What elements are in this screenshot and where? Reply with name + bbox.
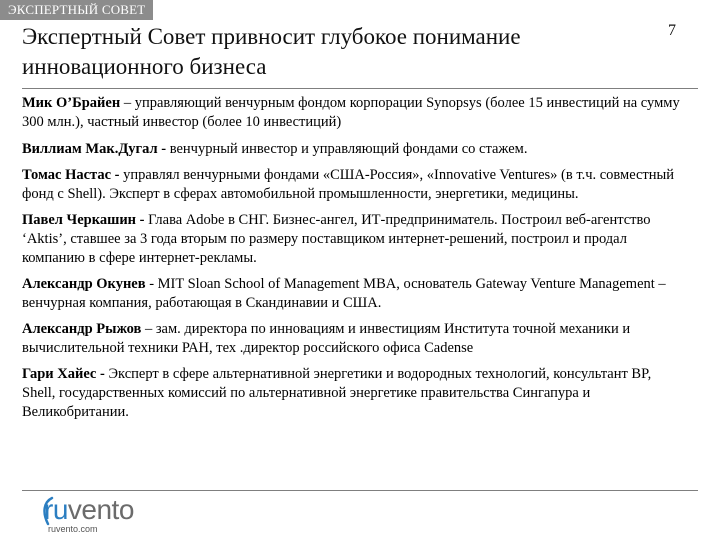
page-number: 7: [668, 22, 676, 39]
expert-entry: [22, 140, 682, 159]
expert-description: – зам. директора по инновациям и инвестициям Института точной механики и вычислительной техники РАН, тех .директор российского офиса Cadense: [22, 321, 631, 356]
expert-name: Александр Рыжов: [22, 321, 142, 337]
expert-entry: [22, 320, 682, 358]
logo-prefix: ru: [44, 494, 68, 525]
expert-entry: [22, 275, 682, 313]
expert-name: Александр Окунев: [22, 276, 146, 292]
bottom-divider: [22, 490, 698, 491]
expert-description: управлял венчурными фондами «США-Россия», «Innovative Ventures» (в т.ч. совместный фонд с Shell). Эксперт в сферах автомобильной промышленности, энергетики, медицины.: [22, 167, 675, 202]
ruvento-logo: [40, 494, 150, 538]
expert-name: Павел Черкашин -: [22, 212, 145, 228]
expert-description: Эксперт в сфере альтернативной энергетики и водородных технологий, консультант BP, Shell, государственных комиссий по альтернативной энергетике правительства Сингапура и Великобритании.: [22, 366, 652, 420]
expert-name: Гари Хайес -: [22, 366, 105, 382]
expert-entry: [22, 365, 682, 422]
expert-entry: [22, 211, 682, 268]
expert-name: Мик О’Брайен: [22, 95, 121, 111]
expert-name: Виллиам Мак.Дугал -: [22, 141, 167, 157]
logo-url: ruvento.com: [48, 524, 98, 534]
top-divider: [22, 88, 698, 89]
expert-name: Томас Настас -: [22, 167, 120, 183]
expert-description: венчурный инвестор и управляющий фондами со стажем.: [166, 141, 528, 157]
expert-description: - MIT Sloan School of Management MBA, основатель Gateway Venture Management – венчурная компания, работающая в Скандинавии и США.: [22, 276, 666, 311]
expert-entry: [22, 94, 682, 132]
expert-description: Глава Adobe в СНГ. Бизнес-ангел, ИТ-предприниматель. Построил веб-агентство ‘Aktis’, ставшее за 3 года вторым по размеру поставщиком интернет-решений, построил и продал компанию в сфере интернет-рекламы.: [22, 212, 651, 266]
slide-title: Экспертный Совет привносит глубокое понимание инновационного бизнеса: [22, 24, 521, 79]
logo-wordmark: [44, 494, 134, 526]
expert-entry: [22, 166, 682, 204]
expert-description: – управляющий венчурным фондом корпорации Synopsys (более 15 инвестиций на сумму 300 млн.), частный инвестор (более 10 инвестиций): [22, 95, 680, 130]
experts-list: [22, 94, 682, 429]
logo-suffix: vento: [67, 494, 134, 525]
section-tag: ЭКСПЕРТНЫЙ СОВЕТ: [0, 0, 153, 20]
